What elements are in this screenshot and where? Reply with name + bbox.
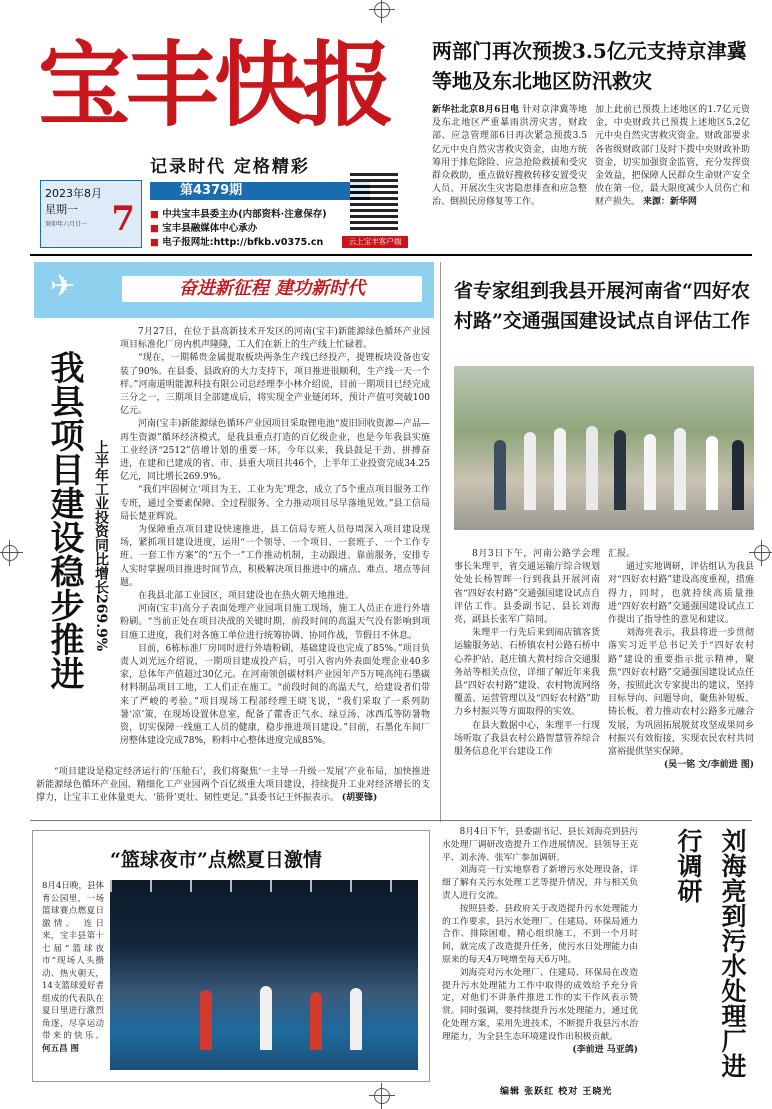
registration-mark	[374, 1088, 390, 1104]
byline: (胡要锋)	[341, 793, 378, 804]
stadium-lights	[110, 880, 418, 892]
paragraph: 目前，6栋标准厂房同时进行外墙粉刷，基础建设也完成了85%。”项目负责人刘光远介绍说，一期项目建成投产后，可引入省内外表面处理企业40多家，总体年产值超过30亿元。在河南领创碳材料产业园年产5万吨高纯石墨碳材料制品项目工地，工人们正在施工。“前段时间的高温天气，给建设者们带来了严峻的考验。”项目现场工程部经理王晓飞说，“我们采取了一系列防暑‘凉’策，在现场设置休息室，配备了藿香正气水、绿豆汤、冰西瓜等防暑物资，切实保障一线施工人员的健康，稳步推进项目建设。”目前，石墨化车间厂房整体建设完成78%，粉料中心整体进度完成85%。	[120, 643, 430, 747]
source-credit: 来源：新华网	[642, 197, 697, 208]
paragraph: 朱理平一行先后来到闹店镇客货运输服务站、石桥镇农村公路石桥中心养护站、赵庄镇大黄村综合交通服务站等相关点位，详细了解近年来我县“四好农村路”建设、农村物流网络覆盖、运营管理以及“四好农村路”助力乡村振兴等方面取得的实效。	[454, 628, 600, 718]
paragraph: 在我县北部工业园区，项目建设也在热火朝天地推进。	[138, 591, 355, 602]
date-weekday: 星期一	[45, 203, 78, 216]
paragraph: 刘海亮表示，我县将进一步贯彻落实习近平总书记关于“四好农村路”建设的重要指示批示精神，聚焦“四好农村路”交通强国建设试点任务，按照此次专家提出的建议，坚持目标导向、问题导向，聚焦补短板、铸长板，着力推动农村公路多元融合发展，为巩固拓展脱贫攻坚成果同乡村振兴有效衔接，实现农民农村共同富裕提供坚实保障。	[608, 628, 754, 758]
article-roads-col1	[454, 548, 600, 759]
section-divider	[30, 820, 752, 821]
masthead-slogan: 记录时代 定格精彩	[150, 157, 310, 177]
banner-slogan-box	[122, 276, 422, 302]
paragraph: 在县大数据中心，朱理平一行现场听取了我县农村公路智慧管养综合服务信息化平台建设工作	[454, 720, 600, 758]
subheadline-industrial-investment: 上半年工业投资同比增长269.9%	[93, 440, 109, 652]
paragraph: 汇报。	[608, 549, 636, 559]
basketball-caption	[42, 880, 104, 1055]
player-figure	[310, 992, 322, 1050]
issue-number: 第4379期	[150, 182, 370, 200]
website-url[interactable]: http://bfkb.v0375.cn	[213, 237, 324, 248]
paragraph: 为保障重点项目建设快速推进，县工信局专班人员每周深入项目建设现场，紧抓项目建设进度，运用“一个领导、一个项目、一套班子、一个工作专班、一套工作方案”的“五个一”工作推动机制，主动跟进、靠前服务，安排专人实时掌握项目推进时间节点，积极解决项目推进中的痛点、难点、堵点等问题。	[120, 525, 430, 588]
date-lunar: 癸卯年六月廿一	[45, 221, 88, 228]
masthead-logo: 宝丰快报	[38, 31, 391, 139]
article-flood-col2	[595, 104, 750, 210]
article-flood-col1	[432, 104, 587, 210]
paragraph: “项目建设是稳定经济运行的‘压舱石’，我们将聚焦‘一主导一升级一发展’产业布局，加快推进新能源绿色循环产业园、精细化工产业园两个百亿级重大项目建设，持续提升工业对经济增长的支撑力，让宝丰工业体量更大、‘筋骨’更壮、韧性更足。”县委书记王怀振表示。	[36, 767, 430, 804]
editor-credit: 编辑 张跃红 校对 王晓光	[500, 1087, 613, 1097]
photo-expert-group	[454, 366, 754, 530]
headline-flood-relief: 两部门再次预拨3.5亿元支持京津冀等地及东北地区防汛救灾	[432, 39, 747, 93]
registration-mark	[374, 2, 390, 18]
airplane-icon: ✈	[50, 269, 76, 304]
paragraph: “我们牢固树立‘项目为王、工业为先’理念，成立了5个重点项目服务工作专班，通过全要素保障、全过程服务、全力推动项目尽早落地见效。”县工信局局长楚亚辉说。	[120, 485, 430, 522]
person-figure	[674, 428, 686, 510]
paragraph: 加上此前已预拨上述地区的1.7亿元资金，中央财政共已预拨上述地区5.2亿元中央自然灾害救灾资金。财政部要求各省级财政部门及时下拨中央财政补助资金，切实加强资金监管，充分发挥资金效益，把保障人民群众生命财产安全放在第一位，最大限度减少人员伤亡和财产损失。	[595, 105, 750, 208]
paragraph: 河南(宝丰)新能源绿色循环产业园项目采取锂电池“废旧回收资源—产品—再生资源”循环经济模式，是我县重点打造的百亿级企业，也是今年我县实施工业经济“2512”倍增计划的重要一环。今年以来，我县鼓足干劲、拼搏奋进，在建和已建成的省、市、县重大项目共46个，上半年工业投资完成34.25亿元，同比增长269.9%。	[120, 419, 430, 483]
paragraph: 按照县委、县政府关于改造提升污水处理能力的工作要求，县污水处理厂、住建局、环保局通力合作、排除困难，精心组织施工，不到一个月时间，就完成了改造提升任务，使污水日处理能力由原来的每天4万吨增至每天6万吨。	[442, 903, 638, 965]
paragraph: 7月27日，在位于县高新技术开发区的河南(宝丰)新能源绿色循环产业园项目标准化厂房内机声隆隆，工人们在新上的生产线上忙碌着。	[120, 327, 430, 351]
website-label: 电子报网址:	[162, 237, 214, 248]
date-box	[40, 180, 142, 248]
paragraph: 8月4日下午，县委副书记、县长刘海亮到县污水处理厂调研改造提升工作进展情况。县领导王克平、刘永涛、张军广参加调研。	[442, 827, 638, 863]
paragraph: 刘海亮一行实地察看了新增污水处理设备，详细了解有关污水处理工艺等提升情况，并与相关负责人进行交流。	[442, 865, 638, 901]
paragraph: 8月4日晚，县体育公园里，一场篮球赛点燃夏日激情。 连日来，宝丰县第十七届“篮球夜市”现场人头攒动、热火朝天，14支篮球爱好者组成的代表队在夏日里进行激烈角逐，尽享运动带来的快乐。	[42, 881, 104, 1041]
person-figure	[554, 428, 566, 510]
player-figure	[350, 988, 362, 1050]
date-year-month: 2023年8月	[45, 187, 102, 200]
qr-caption: 云上宝丰客户端	[342, 236, 408, 248]
headline-rural-roads: 省专家组到我县开展河南省“四好农村路”交通强国建设试点自评估工作	[454, 280, 750, 332]
person-figure	[586, 426, 598, 510]
org-line: ■ 中共宝丰县委主办(内部资料·注意保存)	[150, 206, 327, 220]
paragraph: 河南(宝丰)高分子表面处理产业园项目施工现场，施工人员正在进行外墙粉刷。“当前正处在项目决战的关键时期，前段时间的高温天气没有影响到项目施工进度，我们对各施工单位进行统筹协调、协同作战，节假日不休息。	[120, 604, 430, 641]
registration-mark	[2, 545, 18, 561]
headline-basketball-night: “篮球夜市”点燃夏日激情	[110, 849, 322, 871]
paragraph: 针对京津冀等地及东北地区严重暴雨洪涝灾害，财政部、应急管理部6日再次紧急预拨3.5亿元中央自然灾害救灾资金，由地方统筹用于排危除险、应急抢险救援和受灾群众救助，重点做好搜救转移安置受灾人员、开展次生灾害隐患排查和应急整治、倒损民房修复等工作。	[432, 105, 587, 208]
paragraph: 通过实地调研，评估组认为我县对“四好农村路”建设高度重视，措施得力，同时，也就持续高质量推进“四好农村路”交通强国建设试点工作提出了指导性的意见和建议。	[608, 562, 754, 626]
person-figure	[644, 434, 656, 510]
person-figure	[706, 436, 718, 510]
person-figure	[732, 440, 744, 510]
website-line	[150, 234, 323, 248]
dateline: 新华社北京8月6日电	[432, 105, 520, 115]
headline-wastewater: 刘海亮到污水处理厂进行调研	[674, 828, 747, 1078]
person-figure	[524, 432, 536, 510]
player-figure	[200, 990, 212, 1050]
article-roads-col2	[608, 548, 754, 772]
section-divider	[30, 254, 752, 256]
headline-project-construction: 我县项目建设稳步推进	[44, 350, 84, 690]
byline: (李前进 马亚鸽)	[572, 1044, 638, 1055]
date-day: 7	[111, 199, 135, 239]
banner-slogan: 奋进新征程 建功新时代	[178, 278, 366, 299]
qr-code[interactable]	[350, 172, 398, 230]
article-project-ending	[36, 766, 430, 806]
slogan-banner	[34, 262, 434, 318]
person-figure	[494, 440, 506, 510]
article-project-body	[120, 326, 430, 749]
byline: (吴一铭 文/李前进 图)	[663, 760, 754, 771]
paragraph: “现在，一期稀贵金属提取板块两条生产线已经投产，提锂板块设备也安装了90%。在县委、县政府的大力支持下，项目推进很顺利，生产线一天一个样。”河南道明能源科技有限公司总经理李小林介绍说，目前一期项目已经完成三分之一，三期项目全部建成后，将实现全产业链闭环，预计产值可突破100亿元。	[120, 353, 430, 417]
article-wastewater-body	[442, 826, 638, 1056]
person-figure	[614, 430, 626, 510]
photo-basketball-game	[110, 880, 418, 1070]
player-figure	[260, 986, 272, 1050]
photo-credit: 何五昌 图	[42, 1043, 79, 1054]
column-divider	[440, 262, 441, 822]
publisher-line: ■ 宝丰县融媒体中心承办	[150, 220, 257, 234]
registration-mark	[754, 545, 770, 561]
paragraph: 刘海亮对污水处理厂、住建局、环保局在改造提升污水处理能力工作中取得的成效给予充分肯定，对他们不讲条件推进工作的实干作风表示赞赏。同时强调，要持续提升污水处理能力，通过优化处理方案，采用先进技术，不断提升我县污水治理能力，为全县生态环境建设作出积极贡献。	[442, 967, 638, 1042]
paragraph: 8月3日下午，河南公路学会理事长朱理平，省交通运输厅综合规划处处长杨智晖一行到我县开展河南省“四好农村路”交通强国建设试点自评估工作。县委副书记、县长刘海亮，副县长张军广陪同。	[454, 549, 600, 626]
